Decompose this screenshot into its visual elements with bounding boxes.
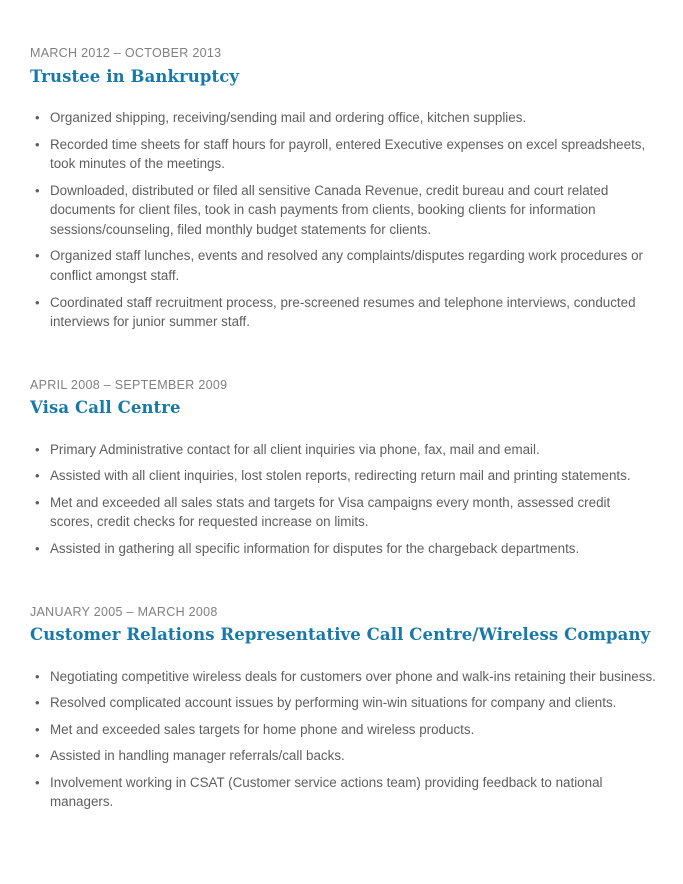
job-dates: MARCH 2012 – OCTOBER 2013	[30, 46, 222, 60]
job-bullet-list	[30, 440, 657, 559]
job-section-visa-call-centre	[30, 378, 657, 559]
bullet-dot-icon	[35, 181, 40, 201]
bullet-text: Negotiating competitive wireless deals for customers over phone and walk-ins retaining their business.	[50, 668, 656, 684]
bullet-item	[30, 773, 657, 812]
job-bullet-list	[30, 667, 657, 812]
bullet-dot-icon	[35, 693, 40, 713]
job-bullet-list	[30, 108, 657, 332]
bullet-dot-icon	[35, 293, 40, 313]
bullet-text: Recorded time sheets for staff hours for payroll, entered Executive expenses on excel spreadsheets, took minutes of the meetings.	[50, 136, 646, 172]
bullet-item	[30, 539, 657, 559]
bullet-item	[30, 440, 657, 460]
bullet-text: Met and exceeded sales targets for home phone and wireless products.	[50, 721, 475, 737]
bullet-text: Organized shipping, receiving/sending mail and ordering office, kitchen supplies.	[50, 110, 527, 126]
bullet-dot-icon	[35, 246, 40, 266]
bullet-text: Met and exceeded all sales stats and targets for Visa campaigns every month, assessed credit scores, credit checks for requested increase on limits.	[50, 494, 611, 530]
bullet-dot-icon	[35, 108, 40, 128]
job-title: Visa Call Centre	[30, 398, 181, 418]
bullet-dot-icon	[35, 135, 40, 155]
bullet-dot-icon	[35, 539, 40, 559]
bullet-item	[30, 108, 657, 128]
job-dates: JANUARY 2005 – MARCH 2008	[30, 604, 218, 619]
bullet-item	[30, 720, 657, 740]
bullet-dot-icon	[35, 746, 40, 766]
bullet-item	[30, 466, 657, 486]
bullet-dot-icon	[35, 720, 40, 740]
bullet-item	[30, 246, 657, 285]
job-dates: APRIL 2008 – SEPTEMBER 2009	[30, 377, 228, 392]
bullet-dot-icon	[35, 773, 40, 793]
job-title: Trustee in Bankruptcy	[30, 66, 240, 86]
bullet-item	[30, 667, 657, 687]
bullet-text: Primary Administrative contact for all client inquiries via phone, fax, mail and email.	[50, 441, 540, 457]
bullet-item	[30, 293, 657, 332]
bullet-dot-icon	[35, 466, 40, 486]
bullet-dot-icon	[35, 440, 40, 460]
job-section-trustee-in-bankruptcy	[30, 46, 657, 332]
bullet-item	[30, 135, 657, 174]
bullet-text: Resolved complicated account issues by performing win-win situations for company and clients.	[50, 695, 617, 711]
bullet-dot-icon	[35, 493, 40, 513]
bullet-text: Coordinated staff recruitment process, pre-screened resumes and telephone interviews, conducted interviews for junior summer staff.	[50, 294, 636, 330]
bullet-text: Assisted with all client inquiries, lost stolen reports, redirecting return mail and printing statements.	[50, 468, 631, 484]
job-title: Customer Relations Representative Call Centre/Wireless Company	[30, 625, 651, 645]
bullet-text: Involvement working in CSAT (Customer service actions team) providing feedback to national managers.	[50, 774, 603, 810]
bullet-item	[30, 181, 657, 240]
bullet-text: Downloaded, distributed or filed all sensitive Canada Revenue, credit bureau and court related documents for client files, took in cash payments from clients, booking clients for information sessions/counseling, filed monthly budget statements for clients.	[50, 182, 609, 237]
bullet-item	[30, 746, 657, 766]
bullet-item	[30, 693, 657, 713]
bullet-item	[30, 493, 657, 532]
bullet-text: Assisted in gathering all specific information for disputes for the chargeback departments.	[50, 541, 580, 556]
bullet-text: Organized staff lunches, events and resolved any complaints/disputes regarding work procedures or conflict amongst staff.	[50, 248, 643, 283]
bullet-dot-icon	[35, 667, 40, 687]
job-section-customer-relations-representative	[30, 605, 657, 812]
bullet-text: Assisted in handling manager referrals/call backs.	[50, 748, 345, 764]
